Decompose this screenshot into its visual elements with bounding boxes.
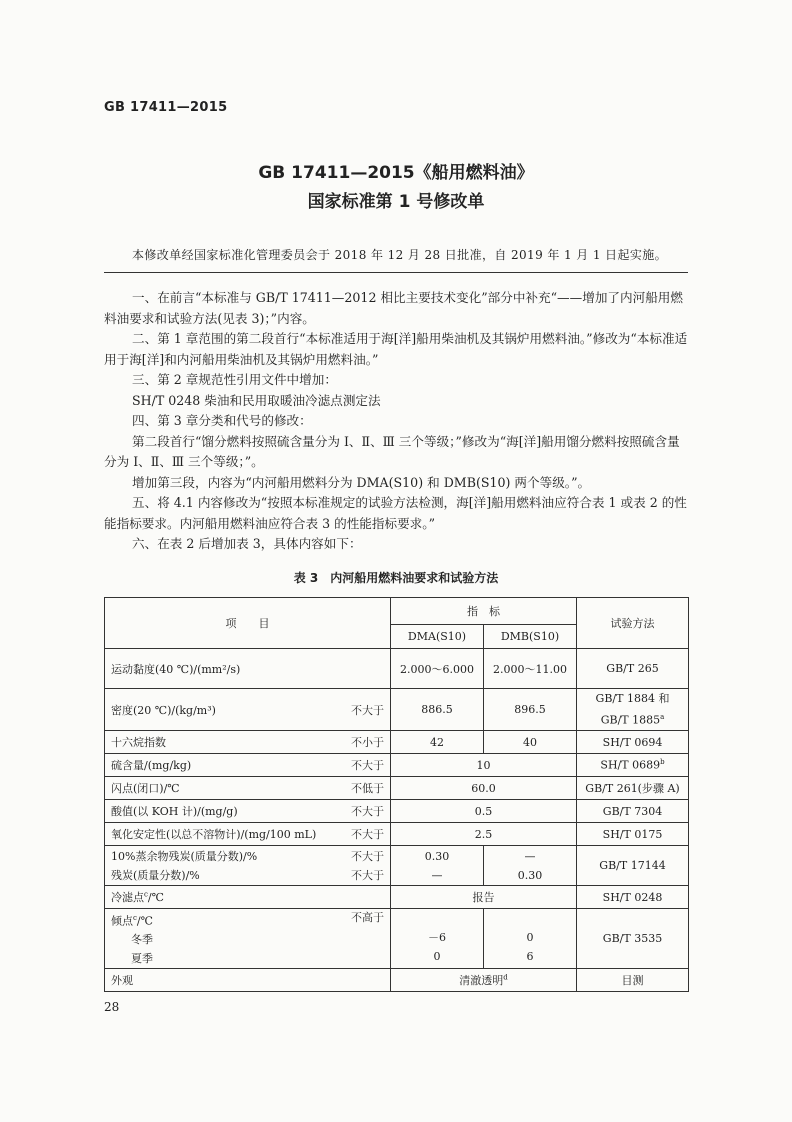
- paragraph: 第二段首行“馏分燃料按照硫含量分为 Ⅰ、Ⅱ、Ⅲ 三个等级；”修改为“海[洋]船用馏分燃料按照硫含量分为 Ⅰ、Ⅱ、Ⅲ 三个等级；”。: [104, 433, 680, 469]
- cell-method: GB/T 17144: [577, 846, 689, 886]
- paragraph: 四、第 3 章分类和代号的修改：: [132, 413, 312, 428]
- value: 0: [433, 949, 441, 963]
- paragraph: 二、第 1 章范围的第二段首行“本标准适用于海[洋]船用柴油机及其锅炉用燃料油。”修改为“本标准适用于海[洋]和内河船用柴油机及其锅炉用燃料油。”: [104, 331, 688, 367]
- row-condition: 不大于: [351, 868, 384, 882]
- document-subtitle: 国家标准第 1 号修改单: [307, 192, 485, 212]
- table-row: [105, 754, 689, 777]
- row-condition: 不大于: [351, 703, 384, 717]
- row-unit: /℃: [147, 891, 164, 904]
- approval-statement: 本修改单经国家标准化管理委员会于 2018 年 12 月 28 日批准，自 2019 年 1 月 1 日起实施。: [132, 248, 668, 262]
- footnote-mark: c: [144, 890, 148, 899]
- cell-dmb: [484, 909, 577, 969]
- row-condition: 不大于: [351, 849, 384, 863]
- table-row: [105, 969, 689, 992]
- row-item: 闪点(闭口)/℃: [111, 782, 180, 795]
- table-header-row: [105, 598, 689, 625]
- paragraph: 增加第三段，内容为“内河船用燃料分为 DMA(S10) 和 DMB(S10) 两个等级。”。: [132, 474, 591, 490]
- row-condition: 不小于: [351, 736, 384, 749]
- cell-both: 报告: [391, 886, 577, 909]
- cell-method: SH/T 0175: [577, 823, 689, 846]
- cell-dmb: 40: [484, 731, 577, 754]
- row-condition: 不低于: [351, 782, 384, 795]
- paragraph: 五、将 4.1 内容修改为“按照本标准规定的试验方法检测，海[洋]船用燃料油应符合表 1 或表 2 的性能指标要求。内河船用燃料油应符合表 3 的性能指标要求。”: [104, 495, 687, 531]
- header-index: 指 标: [391, 598, 577, 625]
- row-condition: 不大于: [351, 828, 384, 841]
- table-row: [105, 886, 689, 909]
- row-item: 外观: [111, 974, 133, 988]
- cell-both: [391, 969, 577, 992]
- cell-dmb: [484, 846, 577, 886]
- value: 0.30: [424, 849, 450, 863]
- table-row: [105, 909, 689, 969]
- value: 清澈透明: [459, 974, 504, 988]
- method-text: SH/T 0689: [600, 758, 661, 772]
- header-dmb: DMB(S10): [484, 625, 577, 649]
- footnote-mark: c: [133, 914, 137, 922]
- cell-method: [577, 689, 689, 731]
- value: 0.30: [517, 868, 543, 882]
- paragraph: 三、第 2 章规范性引用文件中增加：: [132, 372, 337, 387]
- cell-method: GB/T 265: [577, 649, 689, 689]
- row-item: 冷滤点: [111, 891, 144, 904]
- footnote-mark: a: [660, 713, 665, 722]
- cell-both: 10: [391, 754, 577, 777]
- cell-method: SH/T 0694: [577, 731, 689, 754]
- paragraph: 六、在表 2 后增加表 3，具体内容如下：: [132, 536, 362, 551]
- cell-dmb: 896.5: [484, 689, 577, 731]
- footnote-mark: b: [660, 758, 665, 767]
- row-item: 倾点: [111, 914, 133, 928]
- row-condition: 不大于: [351, 805, 384, 818]
- footnote-mark: d: [503, 973, 508, 982]
- value: 6: [526, 949, 534, 963]
- table-row: [105, 800, 689, 823]
- paragraph: SH/T 0248 柴油和民用取暖油冷滤点测定法: [132, 392, 381, 408]
- row-condition: 不大于: [351, 759, 384, 772]
- table-row: [105, 777, 689, 800]
- cell-dma: 886.5: [391, 689, 484, 731]
- document-title: GB 17411—2015《船用燃料油》: [258, 163, 534, 183]
- row-item: 酸值(以 KOH 计)/(mg/g): [111, 805, 238, 818]
- cell-dma: 42: [391, 731, 484, 754]
- amendment-body: [104, 288, 688, 555]
- cell-method: GB/T 3535: [577, 909, 689, 969]
- row-condition: 不高于: [351, 911, 384, 924]
- row-item: 硫含量/(mg/kg): [111, 759, 192, 772]
- value: －6: [428, 931, 446, 945]
- cell-method: GB/T 7304: [577, 800, 689, 823]
- table-row: [105, 689, 689, 731]
- row-item: 氧化安定性(以总不溶物计)/(mg/100 mL): [111, 828, 317, 841]
- cell-both: 2.5: [391, 823, 577, 846]
- requirements-table: [104, 597, 689, 992]
- row-subitem: 夏季: [131, 951, 153, 965]
- value: —: [524, 849, 536, 863]
- method-line: GB/T 1885: [600, 713, 661, 727]
- cell-both: 60.0: [391, 777, 577, 800]
- cell-method: GB/T 261(步骤 A): [577, 777, 689, 800]
- table-row: [105, 649, 689, 689]
- row-item: 运动黏度(40 ℃)/(mm²/s): [111, 662, 241, 676]
- row-item: 10%蒸余物残炭(质量分数)/%: [111, 849, 258, 863]
- paragraph: 一、在前言“本标准与 GB/T 17411—2012 相比主要技术变化”部分中补充“——增加了内河船用燃料油要求和试验方法(见表 3)；”内容。: [104, 290, 683, 326]
- row-subitem: 冬季: [131, 933, 153, 947]
- cell-dma: [391, 909, 484, 969]
- cell-method: 目测: [577, 969, 689, 992]
- value: —: [431, 868, 443, 882]
- cell-method: [577, 754, 689, 777]
- header-method: 试验方法: [577, 598, 689, 649]
- method-line: GB/T 1884 和: [595, 692, 670, 706]
- row-item: 十六烷指数: [111, 736, 166, 749]
- cell-dmb: 2.000～11.00: [484, 649, 577, 689]
- header-item: 项 目: [105, 598, 391, 649]
- row-item: 密度(20 ℃)/(kg/m³): [111, 703, 216, 717]
- table-row: [105, 731, 689, 754]
- cell-method: SH/T 0248: [577, 886, 689, 909]
- standard-code-header: GB 17411—2015: [104, 100, 228, 115]
- table-row: [105, 846, 689, 886]
- row-item: 残炭(质量分数)/%: [111, 868, 200, 882]
- cell-both: 0.5: [391, 800, 577, 823]
- cell-dma: [391, 846, 484, 886]
- cell-dma: 2.000～6.000: [391, 649, 484, 689]
- divider: [104, 272, 688, 273]
- value: 0: [526, 931, 534, 945]
- page-number: 28: [104, 1000, 120, 1014]
- table-row: [105, 823, 689, 846]
- row-unit: /℃: [136, 914, 153, 928]
- table-caption: 表 3 内河船用燃料油要求和试验方法: [293, 571, 499, 585]
- header-dma: DMA(S10): [391, 625, 484, 649]
